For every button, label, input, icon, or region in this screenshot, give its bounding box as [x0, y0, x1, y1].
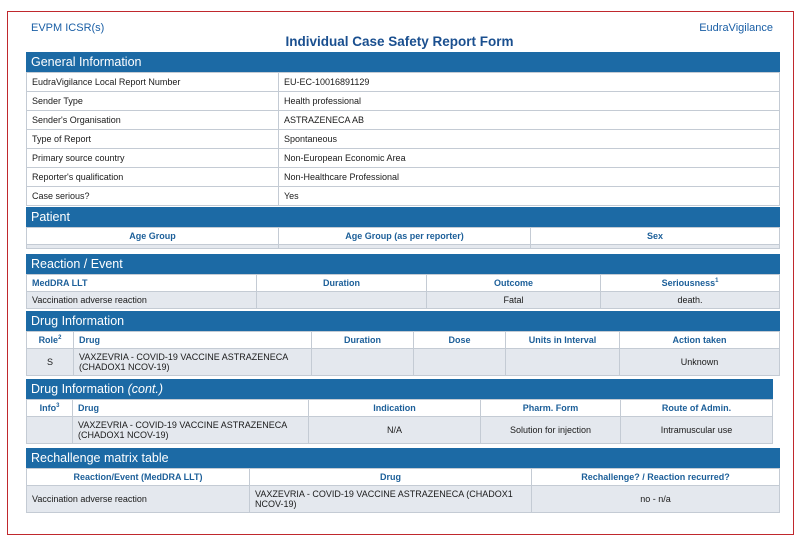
reaction-table [26, 274, 780, 309]
rechallenge-section [26, 448, 780, 513]
drug-indication-cell: N/A [309, 417, 481, 444]
field-label: Reporter's qualification [27, 168, 279, 187]
drug-information-section [26, 311, 780, 376]
reaction-seriousness-cell: death. [601, 292, 780, 309]
drug-information-cont-title: Drug Information (cont.) [26, 379, 773, 399]
column-header: Drug [250, 469, 532, 486]
page-title: Individual Case Safety Report Form [285, 34, 514, 49]
column-header: Rechallenge? / Reaction recurred? [532, 469, 780, 486]
drug-form-cell: Solution for injection [481, 417, 621, 444]
field-value: ASTRAZENECA AB [279, 111, 780, 130]
table-row [27, 111, 780, 130]
column-header: MedDRA LLT [27, 275, 257, 292]
column-header: Drug [74, 332, 312, 349]
general-information-section [26, 52, 780, 206]
header-left-label: EVPM ICSR(s) [31, 22, 105, 34]
column-header: Reaction/Event (MedDRA LLT) [27, 469, 250, 486]
field-value: Yes [279, 187, 780, 206]
column-header-info: Info$^3$ [27, 400, 73, 417]
field-value: EU-EC-10016891129 [279, 73, 780, 92]
column-header: Dose [414, 332, 506, 349]
drug-information-title: Drug Information [26, 311, 780, 331]
field-value: Spontaneous [279, 130, 780, 149]
field-label: Sender's Organisation [27, 111, 279, 130]
column-header: Outcome [427, 275, 601, 292]
drug-action-cell: Unknown [620, 349, 780, 376]
general-information-table [26, 72, 780, 206]
drug-information-cont-section [26, 379, 773, 444]
table-row [27, 149, 780, 168]
general-information-title: General Information [26, 52, 780, 72]
drug-route-cell: Intramuscular use [621, 417, 773, 444]
column-header: Duration [312, 332, 414, 349]
column-header: Action taken [620, 332, 780, 349]
rechallenge-event-cell: Vaccination adverse reaction [27, 486, 250, 513]
reaction-llt-cell: Vaccination adverse reaction [27, 292, 257, 309]
field-value: Health professional [279, 92, 780, 111]
patient-title: Patient [26, 207, 780, 227]
field-value: Non-European Economic Area [279, 149, 780, 168]
header-right-label: EudraVigilance [699, 22, 773, 34]
field-label: Case serious? [27, 187, 279, 206]
drug-dose-cell [414, 349, 506, 376]
drug-info-cell [27, 417, 73, 444]
column-header: Route of Admin. [621, 400, 773, 417]
column-header: Duration [257, 275, 427, 292]
column-header: Drug [73, 400, 309, 417]
rechallenge-result-cell: no - n/a [532, 486, 780, 513]
column-header-role: Role$^2$ [27, 332, 74, 349]
table-row [27, 92, 780, 111]
table-row [27, 486, 780, 513]
drug-information-cont-table [26, 399, 773, 444]
column-header-seriousness: Seriousness$^1$ [601, 275, 780, 292]
drug-units-cell [506, 349, 620, 376]
column-header: Age Group (as per reporter) [279, 228, 531, 245]
table-row [27, 245, 780, 249]
field-label: Sender Type [27, 92, 279, 111]
table-row [27, 292, 780, 309]
patient-section [26, 207, 780, 249]
column-header: Sex [531, 228, 780, 245]
column-header: Pharm. Form [481, 400, 621, 417]
reaction-duration-cell [257, 292, 427, 309]
table-row [27, 168, 780, 187]
table-row [27, 349, 780, 376]
table-row [27, 130, 780, 149]
column-header: Age Group [27, 228, 279, 245]
rechallenge-drug-cell: VAXZEVRIA - COVID-19 VACCINE ASTRAZENECA (CHADOX1 NCOV-19) [250, 486, 532, 513]
drug-duration-cell [312, 349, 414, 376]
field-value: Non-Healthcare Professional [279, 168, 780, 187]
drug-name-cell: VAXZEVRIA - COVID-19 VACCINE ASTRAZENECA (CHADOX1 NCOV-19) [74, 349, 312, 376]
table-row [27, 417, 773, 444]
reaction-outcome-cell: Fatal [427, 292, 601, 309]
reaction-title: Reaction / Event [26, 254, 780, 274]
rechallenge-title: Rechallenge matrix table [26, 448, 780, 468]
table-row [27, 73, 780, 92]
field-label: EudraVigilance Local Report Number [27, 73, 279, 92]
reaction-section [26, 254, 780, 309]
table-row [27, 187, 780, 206]
rechallenge-table [26, 468, 780, 513]
patient-table [26, 227, 780, 249]
drug-role-cell: S [27, 349, 74, 376]
field-label: Primary source country [27, 149, 279, 168]
drug-name-cell: VAXZEVRIA - COVID-19 VACCINE ASTRAZENECA (CHADOX1 NCOV-19) [73, 417, 309, 444]
drug-information-table [26, 331, 780, 376]
field-label: Type of Report [27, 130, 279, 149]
column-header: Units in Interval [506, 332, 620, 349]
column-header: Indication [309, 400, 481, 417]
